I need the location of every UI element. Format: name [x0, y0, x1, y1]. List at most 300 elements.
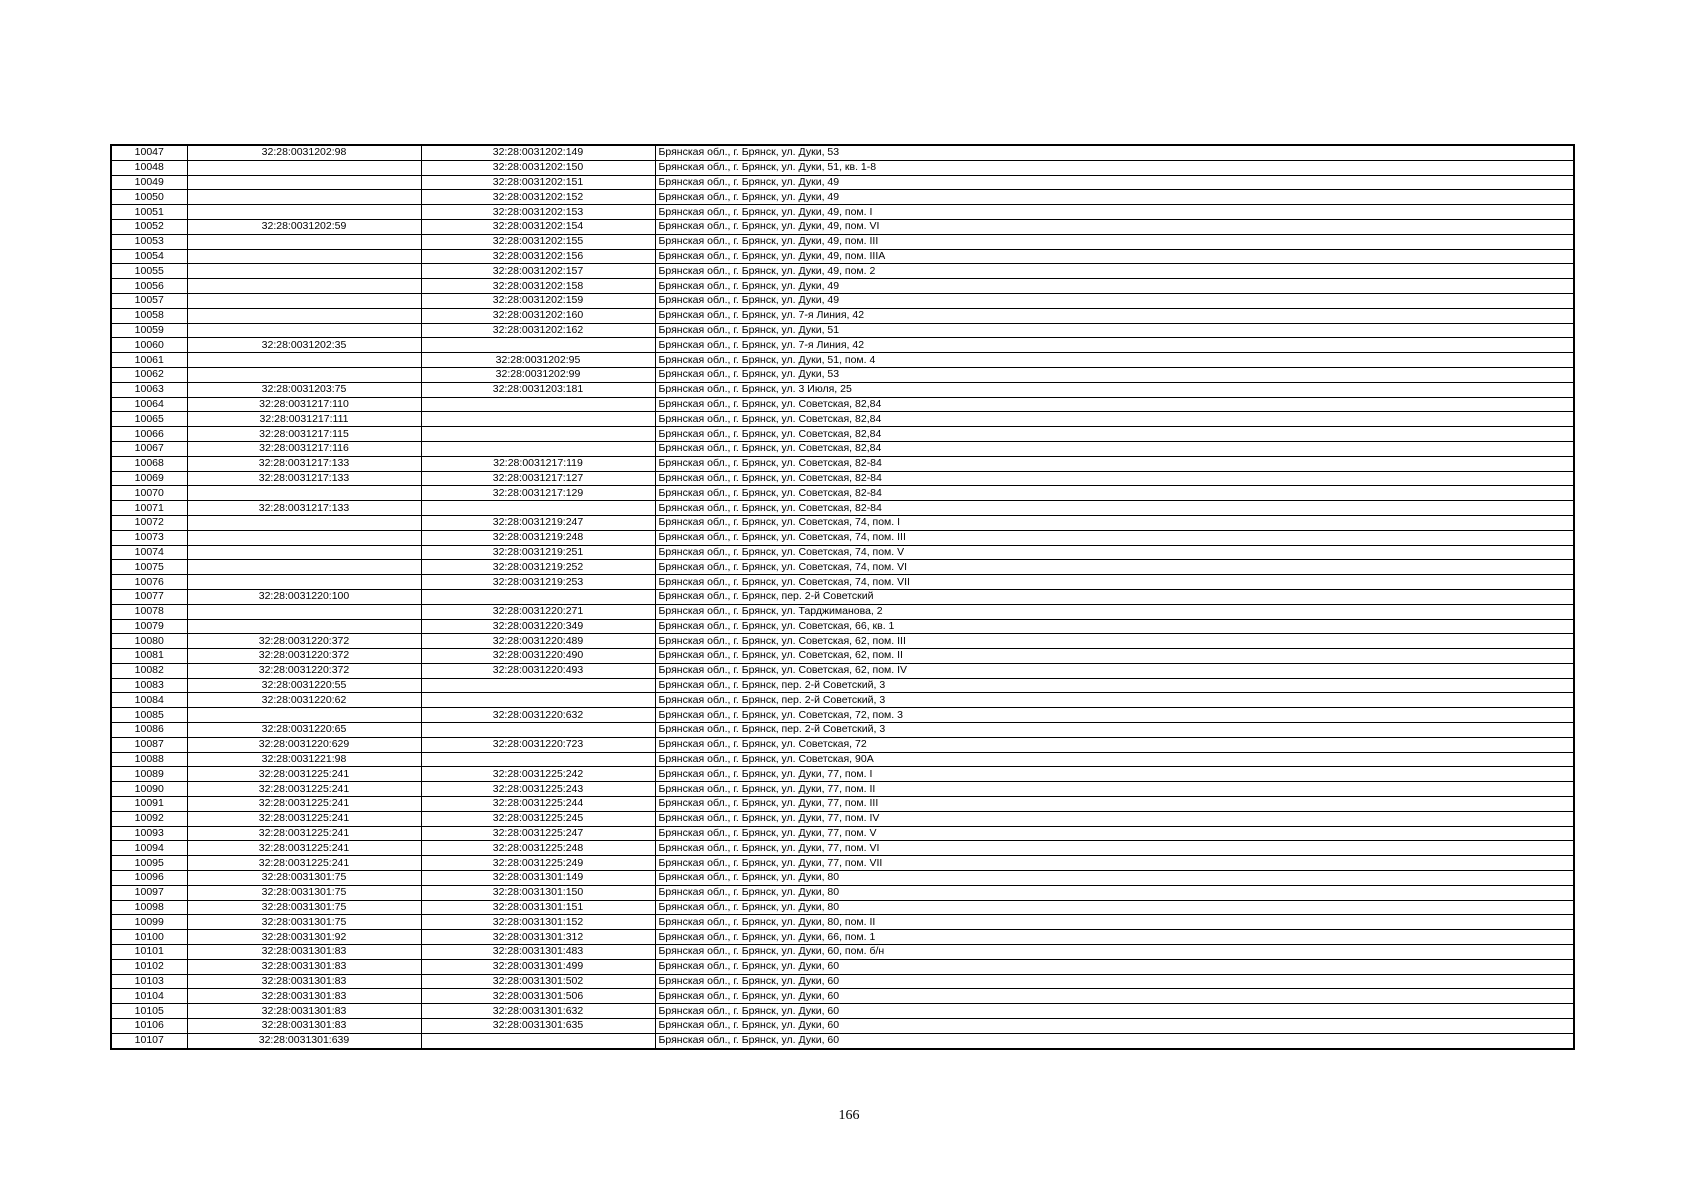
- address: Брянская обл., г. Брянск, ул. Советская, 82-84: [655, 471, 1574, 486]
- address: Брянская обл., г. Брянск, ул. Дуки, 49: [655, 279, 1574, 294]
- building-cadastral-number: [421, 501, 655, 516]
- row-number: 10087: [111, 737, 187, 752]
- land-cadastral-number: [187, 708, 421, 723]
- building-cadastral-number: [421, 723, 655, 738]
- land-cadastral-number: 32:28:0031220:372: [187, 649, 421, 664]
- land-cadastral-number: [187, 367, 421, 382]
- table-row: [111, 856, 1574, 871]
- building-cadastral-number: 32:28:0031202:155: [421, 234, 655, 249]
- address: Брянская обл., г. Брянск, ул. Советская, 62, пом. IV: [655, 663, 1574, 678]
- row-number: 10084: [111, 693, 187, 708]
- address: Брянская обл., г. Брянск, ул. Дуки, 80, пом. II: [655, 915, 1574, 930]
- building-cadastral-number: 32:28:0031225:244: [421, 797, 655, 812]
- address: Брянская обл., г. Брянск, ул. Дуки, 60: [655, 1019, 1574, 1034]
- address: Брянская обл., г. Брянск, ул. Дуки, 80: [655, 900, 1574, 915]
- building-cadastral-number: 32:28:0031202:154: [421, 219, 655, 234]
- land-cadastral-number: 32:28:0031217:133: [187, 471, 421, 486]
- registry-table: [110, 144, 1575, 1050]
- table-row: [111, 205, 1574, 220]
- table-row: [111, 367, 1574, 382]
- row-number: 10078: [111, 604, 187, 619]
- address: Брянская обл., г. Брянск, ул. Дуки, 49, пом. VI: [655, 219, 1574, 234]
- land-cadastral-number: 32:28:0031202:35: [187, 338, 421, 353]
- building-cadastral-number: 32:28:0031202:157: [421, 264, 655, 279]
- land-cadastral-number: 32:28:0031225:241: [187, 826, 421, 841]
- land-cadastral-number: 32:28:0031221:98: [187, 752, 421, 767]
- address: Брянская обл., г. Брянск, ул. Дуки, 77, пом. II: [655, 782, 1574, 797]
- land-cadastral-number: [187, 234, 421, 249]
- address: Брянская обл., г. Брянск, ул. Советская, 74, пом. VII: [655, 575, 1574, 590]
- address: Брянская обл., г. Брянск, ул. Дуки, 60: [655, 974, 1574, 989]
- building-cadastral-number: 32:28:0031220:349: [421, 619, 655, 634]
- address: Брянская обл., г. Брянск, ул. Дуки, 80: [655, 871, 1574, 886]
- address: Брянская обл., г. Брянск, пер. 2-й Советский, 3: [655, 678, 1574, 693]
- address: Брянская обл., г. Брянск, ул. Советская, 74, пом. VI: [655, 560, 1574, 575]
- table-row: [111, 234, 1574, 249]
- building-cadastral-number: 32:28:0031219:247: [421, 515, 655, 530]
- table-row: [111, 515, 1574, 530]
- land-cadastral-number: 32:28:0031301:83: [187, 1019, 421, 1034]
- table-row: [111, 974, 1574, 989]
- building-cadastral-number: 32:28:0031219:252: [421, 560, 655, 575]
- row-number: 10094: [111, 841, 187, 856]
- address: Брянская обл., г. Брянск, ул. Дуки, 49, пом. I: [655, 205, 1574, 220]
- row-number: 10092: [111, 811, 187, 826]
- address: Брянская обл., г. Брянск, ул. Дуки, 77, пом. III: [655, 797, 1574, 812]
- row-number: 10047: [111, 145, 187, 160]
- table-row: [111, 797, 1574, 812]
- address: Брянская обл., г. Брянск, ул. Тарджиманова, 2: [655, 604, 1574, 619]
- row-number: 10093: [111, 826, 187, 841]
- building-cadastral-number: 32:28:0031301:152: [421, 915, 655, 930]
- table-row: [111, 501, 1574, 516]
- table-row: [111, 308, 1574, 323]
- building-cadastral-number: 32:28:0031219:251: [421, 545, 655, 560]
- table-row: [111, 427, 1574, 442]
- row-number: 10055: [111, 264, 187, 279]
- table-row: [111, 471, 1574, 486]
- row-number: 10098: [111, 900, 187, 915]
- address: Брянская обл., г. Брянск, ул. Дуки, 51: [655, 323, 1574, 338]
- land-cadastral-number: [187, 308, 421, 323]
- land-cadastral-number: [187, 619, 421, 634]
- table-row: [111, 545, 1574, 560]
- address: Брянская обл., г. Брянск, ул. Дуки, 77, пом. IV: [655, 811, 1574, 826]
- row-number: 10050: [111, 190, 187, 205]
- address: Брянская обл., г. Брянск, ул. Дуки, 60: [655, 959, 1574, 974]
- address: Брянская обл., г. Брянск, ул. Дуки, 49: [655, 293, 1574, 308]
- table-row: [111, 382, 1574, 397]
- land-cadastral-number: 32:28:0031220:55: [187, 678, 421, 693]
- row-number: 10076: [111, 575, 187, 590]
- table-row: [111, 323, 1574, 338]
- table-row: [111, 486, 1574, 501]
- table-row: [111, 1033, 1574, 1048]
- land-cadastral-number: 32:28:0031225:241: [187, 782, 421, 797]
- address: Брянская обл., г. Брянск, ул. 7-я Линия, 42: [655, 308, 1574, 323]
- table-row: [111, 634, 1574, 649]
- table-row: [111, 338, 1574, 353]
- building-cadastral-number: 32:28:0031225:249: [421, 856, 655, 871]
- building-cadastral-number: 32:28:0031225:243: [421, 782, 655, 797]
- land-cadastral-number: [187, 575, 421, 590]
- land-cadastral-number: 32:28:0031217:110: [187, 397, 421, 412]
- building-cadastral-number: 32:28:0031301:499: [421, 959, 655, 974]
- building-cadastral-number: 32:28:0031220:493: [421, 663, 655, 678]
- address: Брянская обл., г. Брянск, ул. Советская, 66, кв. 1: [655, 619, 1574, 634]
- land-cadastral-number: [187, 190, 421, 205]
- building-cadastral-number: 32:28:0031220:489: [421, 634, 655, 649]
- row-number: 10054: [111, 249, 187, 264]
- address: Брянская обл., г. Брянск, ул. Дуки, 53: [655, 367, 1574, 382]
- registry-table-body: [111, 145, 1574, 1049]
- land-cadastral-number: 32:28:0031220:629: [187, 737, 421, 752]
- land-cadastral-number: 32:28:0031225:241: [187, 841, 421, 856]
- building-cadastral-number: [421, 441, 655, 456]
- address: Брянская обл., г. Брянск, пер. 2-й Советский, 3: [655, 693, 1574, 708]
- table-row: [111, 782, 1574, 797]
- building-cadastral-number: 32:28:0031301:632: [421, 1004, 655, 1019]
- address: Брянская обл., г. Брянск, ул. Дуки, 77, пом. V: [655, 826, 1574, 841]
- land-cadastral-number: [187, 323, 421, 338]
- table-row: [111, 871, 1574, 886]
- land-cadastral-number: 32:28:0031301:92: [187, 930, 421, 945]
- row-number: 10088: [111, 752, 187, 767]
- land-cadastral-number: [187, 249, 421, 264]
- row-number: 10066: [111, 427, 187, 442]
- building-cadastral-number: 32:28:0031219:248: [421, 530, 655, 545]
- table-row: [111, 649, 1574, 664]
- address: Брянская обл., г. Брянск, ул. Советская, 62, пом. II: [655, 649, 1574, 664]
- row-number: 10064: [111, 397, 187, 412]
- address: Брянская обл., г. Брянск, пер. 2-й Советский, 3: [655, 723, 1574, 738]
- land-cadastral-number: 32:28:0031225:241: [187, 797, 421, 812]
- row-number: 10091: [111, 797, 187, 812]
- address: Брянская обл., г. Брянск, ул. Дуки, 60: [655, 989, 1574, 1004]
- address: Брянская обл., г. Брянск, ул. Дуки, 49, пом. IIIА: [655, 249, 1574, 264]
- land-cadastral-number: [187, 486, 421, 501]
- table-row: [111, 397, 1574, 412]
- table-row: [111, 293, 1574, 308]
- table-row: [111, 604, 1574, 619]
- table-row: [111, 456, 1574, 471]
- table-row: [111, 945, 1574, 960]
- address: Брянская обл., г. Брянск, ул. Дуки, 80: [655, 885, 1574, 900]
- building-cadastral-number: 32:28:0031217:119: [421, 456, 655, 471]
- land-cadastral-number: [187, 353, 421, 368]
- address: Брянская обл., г. Брянск, ул. Дуки, 60: [655, 1004, 1574, 1019]
- row-number: 10096: [111, 871, 187, 886]
- table-row: [111, 249, 1574, 264]
- land-cadastral-number: [187, 604, 421, 619]
- building-cadastral-number: 32:28:0031220:723: [421, 737, 655, 752]
- table-row: [111, 190, 1574, 205]
- row-number: 10083: [111, 678, 187, 693]
- land-cadastral-number: [187, 545, 421, 560]
- row-number: 10071: [111, 501, 187, 516]
- row-number: 10053: [111, 234, 187, 249]
- land-cadastral-number: [187, 560, 421, 575]
- row-number: 10070: [111, 486, 187, 501]
- land-cadastral-number: 32:28:0031217:133: [187, 456, 421, 471]
- row-number: 10049: [111, 175, 187, 190]
- land-cadastral-number: 32:28:0031220:65: [187, 723, 421, 738]
- land-cadastral-number: [187, 205, 421, 220]
- table-row: [111, 264, 1574, 279]
- building-cadastral-number: [421, 678, 655, 693]
- row-number: 10074: [111, 545, 187, 560]
- land-cadastral-number: 32:28:0031301:83: [187, 945, 421, 960]
- land-cadastral-number: 32:28:0031301:75: [187, 915, 421, 930]
- row-number: 10086: [111, 723, 187, 738]
- land-cadastral-number: [187, 264, 421, 279]
- address: Брянская обл., г. Брянск, ул. Советская, 82-84: [655, 501, 1574, 516]
- row-number: 10077: [111, 589, 187, 604]
- building-cadastral-number: 32:28:0031202:153: [421, 205, 655, 220]
- table-row: [111, 959, 1574, 974]
- building-cadastral-number: 32:28:0031217:129: [421, 486, 655, 501]
- land-cadastral-number: 32:28:0031220:100: [187, 589, 421, 604]
- land-cadastral-number: 32:28:0031217:133: [187, 501, 421, 516]
- building-cadastral-number: 32:28:0031220:632: [421, 708, 655, 723]
- land-cadastral-number: [187, 175, 421, 190]
- land-cadastral-number: 32:28:0031202:59: [187, 219, 421, 234]
- page-number: 166: [838, 1108, 860, 1123]
- table-row: [111, 841, 1574, 856]
- table-row: [111, 723, 1574, 738]
- building-cadastral-number: 32:28:0031217:127: [421, 471, 655, 486]
- row-number: 10085: [111, 708, 187, 723]
- building-cadastral-number: 32:28:0031202:151: [421, 175, 655, 190]
- building-cadastral-number: [421, 1033, 655, 1048]
- address: Брянская обл., г. Брянск, ул. Советская, 82-84: [655, 456, 1574, 471]
- row-number: 10073: [111, 530, 187, 545]
- building-cadastral-number: 32:28:0031301:502: [421, 974, 655, 989]
- land-cadastral-number: 32:28:0031217:111: [187, 412, 421, 427]
- building-cadastral-number: [421, 693, 655, 708]
- land-cadastral-number: 32:28:0031202:98: [187, 145, 421, 160]
- land-cadastral-number: 32:28:0031301:75: [187, 900, 421, 915]
- land-cadastral-number: 32:28:0031301:83: [187, 974, 421, 989]
- table-row: [111, 885, 1574, 900]
- building-cadastral-number: [421, 427, 655, 442]
- building-cadastral-number: 32:28:0031301:151: [421, 900, 655, 915]
- building-cadastral-number: 32:28:0031202:159: [421, 293, 655, 308]
- row-number: 10058: [111, 308, 187, 323]
- row-number: 10069: [111, 471, 187, 486]
- building-cadastral-number: 32:28:0031202:156: [421, 249, 655, 264]
- table-row: [111, 811, 1574, 826]
- row-number: 10075: [111, 560, 187, 575]
- building-cadastral-number: 32:28:0031203:181: [421, 382, 655, 397]
- table-row: [111, 353, 1574, 368]
- table-row: [111, 575, 1574, 590]
- land-cadastral-number: 32:28:0031225:241: [187, 811, 421, 826]
- row-number: 10097: [111, 885, 187, 900]
- row-number: 10056: [111, 279, 187, 294]
- address: Брянская обл., г. Брянск, ул. Дуки, 49: [655, 175, 1574, 190]
- table-row: [111, 930, 1574, 945]
- row-number: 10100: [111, 930, 187, 945]
- table-row: [111, 900, 1574, 915]
- land-cadastral-number: 32:28:0031301:83: [187, 989, 421, 1004]
- table-row: [111, 160, 1574, 175]
- table-row: [111, 915, 1574, 930]
- address: Брянская обл., г. Брянск, пер. 2-й Советский: [655, 589, 1574, 604]
- address: Брянская обл., г. Брянск, ул. Дуки, 60: [655, 1033, 1574, 1048]
- row-number: 10057: [111, 293, 187, 308]
- building-cadastral-number: 32:28:0031219:253: [421, 575, 655, 590]
- land-cadastral-number: 32:28:0031301:83: [187, 959, 421, 974]
- building-cadastral-number: 32:28:0031225:242: [421, 767, 655, 782]
- table-row: [111, 1004, 1574, 1019]
- table-row: [111, 589, 1574, 604]
- building-cadastral-number: 32:28:0031202:152: [421, 190, 655, 205]
- land-cadastral-number: [187, 293, 421, 308]
- address: Брянская обл., г. Брянск, ул. Дуки, 60, пом. б/н: [655, 945, 1574, 960]
- land-cadastral-number: 32:28:0031225:241: [187, 767, 421, 782]
- table-row: [111, 619, 1574, 634]
- address: Брянская обл., г. Брянск, ул. Дуки, 77, пом. I: [655, 767, 1574, 782]
- table-row: [111, 441, 1574, 456]
- building-cadastral-number: 32:28:0031301:149: [421, 871, 655, 886]
- row-number: 10095: [111, 856, 187, 871]
- table-row: [111, 826, 1574, 841]
- table-row: [111, 175, 1574, 190]
- row-number: 10059: [111, 323, 187, 338]
- address: Брянская обл., г. Брянск, ул. Дуки, 49, пом. 2: [655, 264, 1574, 279]
- table-row: [111, 708, 1574, 723]
- row-number: 10089: [111, 767, 187, 782]
- row-number: 10061: [111, 353, 187, 368]
- building-cadastral-number: 32:28:0031202:158: [421, 279, 655, 294]
- building-cadastral-number: 32:28:0031202:150: [421, 160, 655, 175]
- address: Брянская обл., г. Брянск, ул. 3 Июля, 25: [655, 382, 1574, 397]
- row-number: 10102: [111, 959, 187, 974]
- land-cadastral-number: 32:28:0031301:639: [187, 1033, 421, 1048]
- table-row: [111, 693, 1574, 708]
- building-cadastral-number: 32:28:0031202:162: [421, 323, 655, 338]
- building-cadastral-number: 32:28:0031301:312: [421, 930, 655, 945]
- address: Брянская обл., г. Брянск, ул. Дуки, 77, пом. VI: [655, 841, 1574, 856]
- land-cadastral-number: 32:28:0031301:75: [187, 871, 421, 886]
- building-cadastral-number: 32:28:0031202:99: [421, 367, 655, 382]
- table-row: [111, 145, 1574, 160]
- row-number: 10099: [111, 915, 187, 930]
- table-row: [111, 279, 1574, 294]
- building-cadastral-number: 32:28:0031220:271: [421, 604, 655, 619]
- address: Брянская обл., г. Брянск, ул. Советская, 90А: [655, 752, 1574, 767]
- building-cadastral-number: 32:28:0031225:248: [421, 841, 655, 856]
- address: Брянская обл., г. Брянск, ул. Советская, 74, пом. V: [655, 545, 1574, 560]
- land-cadastral-number: 32:28:0031220:372: [187, 634, 421, 649]
- row-number: 10106: [111, 1019, 187, 1034]
- land-cadastral-number: [187, 515, 421, 530]
- table-row: [111, 219, 1574, 234]
- table-row: [111, 678, 1574, 693]
- land-cadastral-number: 32:28:0031220:372: [187, 663, 421, 678]
- row-number: 10105: [111, 1004, 187, 1019]
- address: Брянская обл., г. Брянск, ул. Советская, 74, пом. I: [655, 515, 1574, 530]
- building-cadastral-number: 32:28:0031225:247: [421, 826, 655, 841]
- row-number: 10067: [111, 441, 187, 456]
- address: Брянская обл., г. Брянск, ул. 7-я Линия, 42: [655, 338, 1574, 353]
- land-cadastral-number: [187, 530, 421, 545]
- address: Брянская обл., г. Брянск, ул. Дуки, 49, пом. III: [655, 234, 1574, 249]
- address: Брянская обл., г. Брянск, ул. Дуки, 66, пом. 1: [655, 930, 1574, 945]
- building-cadastral-number: [421, 412, 655, 427]
- address: Брянская обл., г. Брянск, ул. Советская, 82,84: [655, 441, 1574, 456]
- land-cadastral-number: 32:28:0031220:62: [187, 693, 421, 708]
- address: Брянская обл., г. Брянск, ул. Дуки, 77, пом. VII: [655, 856, 1574, 871]
- row-number: 10081: [111, 649, 187, 664]
- building-cadastral-number: 32:28:0031202:160: [421, 308, 655, 323]
- row-number: 10051: [111, 205, 187, 220]
- land-cadastral-number: 32:28:0031225:241: [187, 856, 421, 871]
- land-cadastral-number: 32:28:0031217:116: [187, 441, 421, 456]
- building-cadastral-number: 32:28:0031220:490: [421, 649, 655, 664]
- row-number: 10065: [111, 412, 187, 427]
- address: Брянская обл., г. Брянск, ул. Советская, 74, пом. III: [655, 530, 1574, 545]
- land-cadastral-number: [187, 279, 421, 294]
- land-cadastral-number: 32:28:0031301:83: [187, 1004, 421, 1019]
- table-row: [111, 530, 1574, 545]
- row-number: 10107: [111, 1033, 187, 1048]
- land-cadastral-number: 32:28:0031203:75: [187, 382, 421, 397]
- building-cadastral-number: 32:28:0031202:95: [421, 353, 655, 368]
- address: Брянская обл., г. Брянск, ул. Дуки, 51, пом. 4: [655, 353, 1574, 368]
- row-number: 10062: [111, 367, 187, 382]
- row-number: 10090: [111, 782, 187, 797]
- table-row: [111, 1019, 1574, 1034]
- building-cadastral-number: [421, 752, 655, 767]
- table-row: [111, 752, 1574, 767]
- table-row: [111, 560, 1574, 575]
- address: Брянская обл., г. Брянск, ул. Советская, 82-84: [655, 486, 1574, 501]
- address: Брянская обл., г. Брянск, ул. Советская, 82,84: [655, 412, 1574, 427]
- row-number: 10079: [111, 619, 187, 634]
- building-cadastral-number: 32:28:0031301:506: [421, 989, 655, 1004]
- table-row: [111, 767, 1574, 782]
- row-number: 10104: [111, 989, 187, 1004]
- row-number: 10048: [111, 160, 187, 175]
- row-number: 10072: [111, 515, 187, 530]
- address: Брянская обл., г. Брянск, ул. Дуки, 49: [655, 190, 1574, 205]
- row-number: 10101: [111, 945, 187, 960]
- table-row: [111, 663, 1574, 678]
- building-cadastral-number: 32:28:0031301:635: [421, 1019, 655, 1034]
- address: Брянская обл., г. Брянск, ул. Советская, 82,84: [655, 397, 1574, 412]
- address: Брянская обл., г. Брянск, ул. Советская, 72: [655, 737, 1574, 752]
- address: Брянская обл., г. Брянск, ул. Советская, 62, пом. III: [655, 634, 1574, 649]
- building-cadastral-number: [421, 338, 655, 353]
- building-cadastral-number: 32:28:0031225:245: [421, 811, 655, 826]
- land-cadastral-number: 32:28:0031301:75: [187, 885, 421, 900]
- address: Брянская обл., г. Брянск, ул. Дуки, 51, кв. 1-8: [655, 160, 1574, 175]
- table-row: [111, 989, 1574, 1004]
- row-number: 10103: [111, 974, 187, 989]
- building-cadastral-number: 32:28:0031301:483: [421, 945, 655, 960]
- table-row: [111, 412, 1574, 427]
- land-cadastral-number: 32:28:0031217:115: [187, 427, 421, 442]
- row-number: 10068: [111, 456, 187, 471]
- building-cadastral-number: 32:28:0031202:149: [421, 145, 655, 160]
- row-number: 10063: [111, 382, 187, 397]
- table-row: [111, 737, 1574, 752]
- land-cadastral-number: [187, 160, 421, 175]
- building-cadastral-number: [421, 397, 655, 412]
- address: Брянская обл., г. Брянск, ул. Советская, 72, пом. 3: [655, 708, 1574, 723]
